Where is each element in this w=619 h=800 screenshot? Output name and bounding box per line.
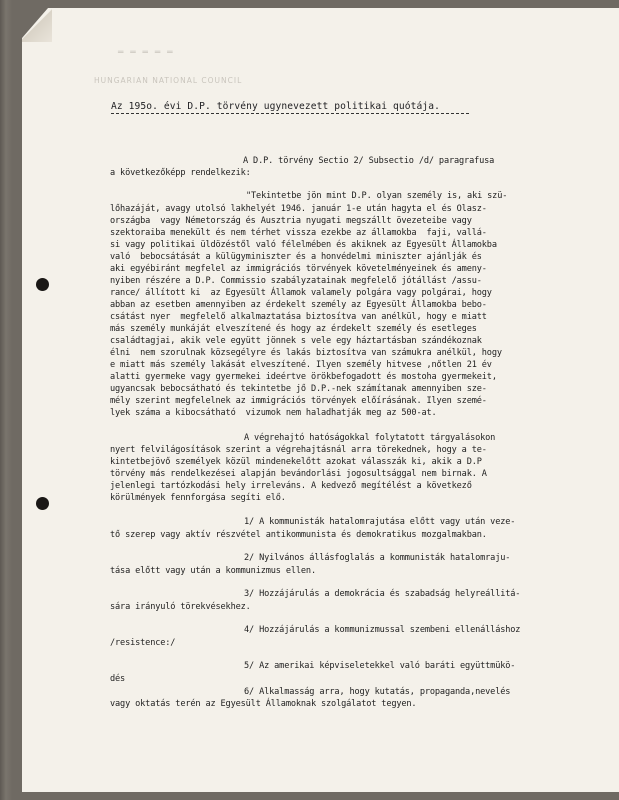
punch-hole <box>36 278 49 291</box>
list-item-line: tő szerep vagy aktív részvétel antikommunista és demokratikus mozgalmakban. <box>110 530 487 540</box>
quote-line: országba vagy Németország és Ausztria nyugati megszállt övezeteibe vagy <box>110 216 472 226</box>
letterhead-watermark-emblem: ═ ═ ═ ═ ═ <box>118 48 175 58</box>
quote-line: e miatt más személy lakását elveszítené. Ilyen személy hitvese ,nőtlen 21 év <box>110 360 492 370</box>
body-line: törvény más rendelkezései alapján bevándorlási jogosultsággal nem birnak. A <box>110 469 487 479</box>
quote-line: más személy munkáját elveszítené és hogy az érdekelt személy és esetleges <box>110 324 477 334</box>
folded-corner <box>22 8 52 42</box>
list-item-line: 4/ Hozzájárulás a kommunizmussal szembeni ellenálláshoz <box>244 625 521 635</box>
list-item-line: 5/ Az amerikai képviseletekkel való baráti együttmükö- <box>244 661 516 671</box>
list-item-line: /resistence:/ <box>110 638 176 648</box>
document-heading: Az 195o. évi D.P. törvény ugynevezett politikai quótája. <box>111 101 441 112</box>
quote-line: nyiben részére a D.P. Commissio szabályzatainak megfelelő jótállást /assu- <box>110 276 482 286</box>
quote-line: "Tekintetbe jön mint D.P. olyan személy is, aki szü- <box>246 191 508 201</box>
quote-line: mély szerint megfelelnek az immigrációs törvények előírásának. Ilyen szemé- <box>110 396 487 406</box>
intro-line: A D.P. törvény Sectio 2/ Subsectio /d/ paragrafusa <box>243 156 495 166</box>
quote-line: aki egyébiránt megfelel az immigrációs törvények követelményeinek és ameny- <box>110 264 487 274</box>
body-line: kintetbejövő személyek közül mindenekelőtt azokat válasszák ki, akik a D.P <box>110 457 482 467</box>
list-item-line: vagy oktatás terén az Egyesült Államoknak szolgálatot tegyen. <box>110 699 417 709</box>
quote-line: szektoraiba menekült és nem térhet vissza ezekbe az államokba faji, vallá- <box>110 228 487 238</box>
quote-line: lőhazáját, avagy utolsó lakhelyét 1946. január 1-e után hagyta el és Olasz- <box>110 204 487 214</box>
quote-line: lyek száma a kibocsátható vizumok nem haladhatják meg az 500-at. <box>110 408 437 418</box>
quote-line: rance/ állított ki az Egyesült Államok valamely polgára vagy polgárai, hogy <box>110 288 492 298</box>
body-line: A végrehajtó hatóságokkal folytatott tárgyalásokon <box>244 433 496 443</box>
list-item-line: tása előtt vagy után a kommunizmus ellen. <box>110 566 316 576</box>
list-item-line: 3/ Hozzájárulás a demokrácia és szabadság helyreállitá- <box>244 589 521 599</box>
quote-line: ugyancsak bebocsátható és tekintetbe jő D.P.-nek számítanak amennyiben sze- <box>110 384 487 394</box>
quote-line: si vagy politikai üldözéstől való félelmében és akiknek az Egyesült Államokba <box>110 240 497 250</box>
quote-line: élni nem szorulnak közsegélyre és lakás biztosítva van számukra anélkül, hogy <box>110 348 502 358</box>
list-item-line: 2/ Nyilvános állásfoglalás a kommunisták hatalomraju- <box>244 553 511 563</box>
list-item-line: sára irányuló törekvésekhez. <box>110 602 251 612</box>
punch-hole <box>36 497 49 510</box>
quote-line: családtagjai, akik vele együtt jönnek s vele egy háztartásban szándékoznak <box>110 336 482 346</box>
body-line: nyert felvilágosítások szerint a végrehajtásnál arra törekednek, hogy a te- <box>110 445 487 455</box>
quote-line: abban az esetben amennyiben az érdekelt személy az Egyesült Államokba bebo- <box>110 300 487 310</box>
list-item-line: 1/ A kommunisták hatalomrajutása előtt vagy után veze- <box>244 517 516 527</box>
quote-line: alatti gyermeke vagy gyermekei ideértve örökbefogadott és mostoha gyermekeit, <box>110 372 497 382</box>
list-item-line: dés <box>110 674 126 684</box>
letterhead-watermark: HUNGARIAN NATIONAL COUNCIL <box>94 76 243 85</box>
list-item-line: 6/ Alkalmasság arra, hogy kutatás, propaganda,nevelés <box>244 687 511 697</box>
intro-line: a következőképp rendelkezik: <box>110 168 251 178</box>
body-line: körülmények fennforgása segíti elő. <box>110 493 286 503</box>
heading-underline <box>111 113 469 114</box>
quote-line: való bebocsátását a külügyminiszter és a honvédelmi miniszter ajánlják és <box>110 252 482 262</box>
body-line: jelenlegi tartózkodási hely irreleváns. A kedvező megítélést a következő <box>110 481 472 491</box>
quote-line: csátást nyer megfelelő alkalmaztatása biztosítva van anélkül, hogy e miatt <box>110 312 487 322</box>
